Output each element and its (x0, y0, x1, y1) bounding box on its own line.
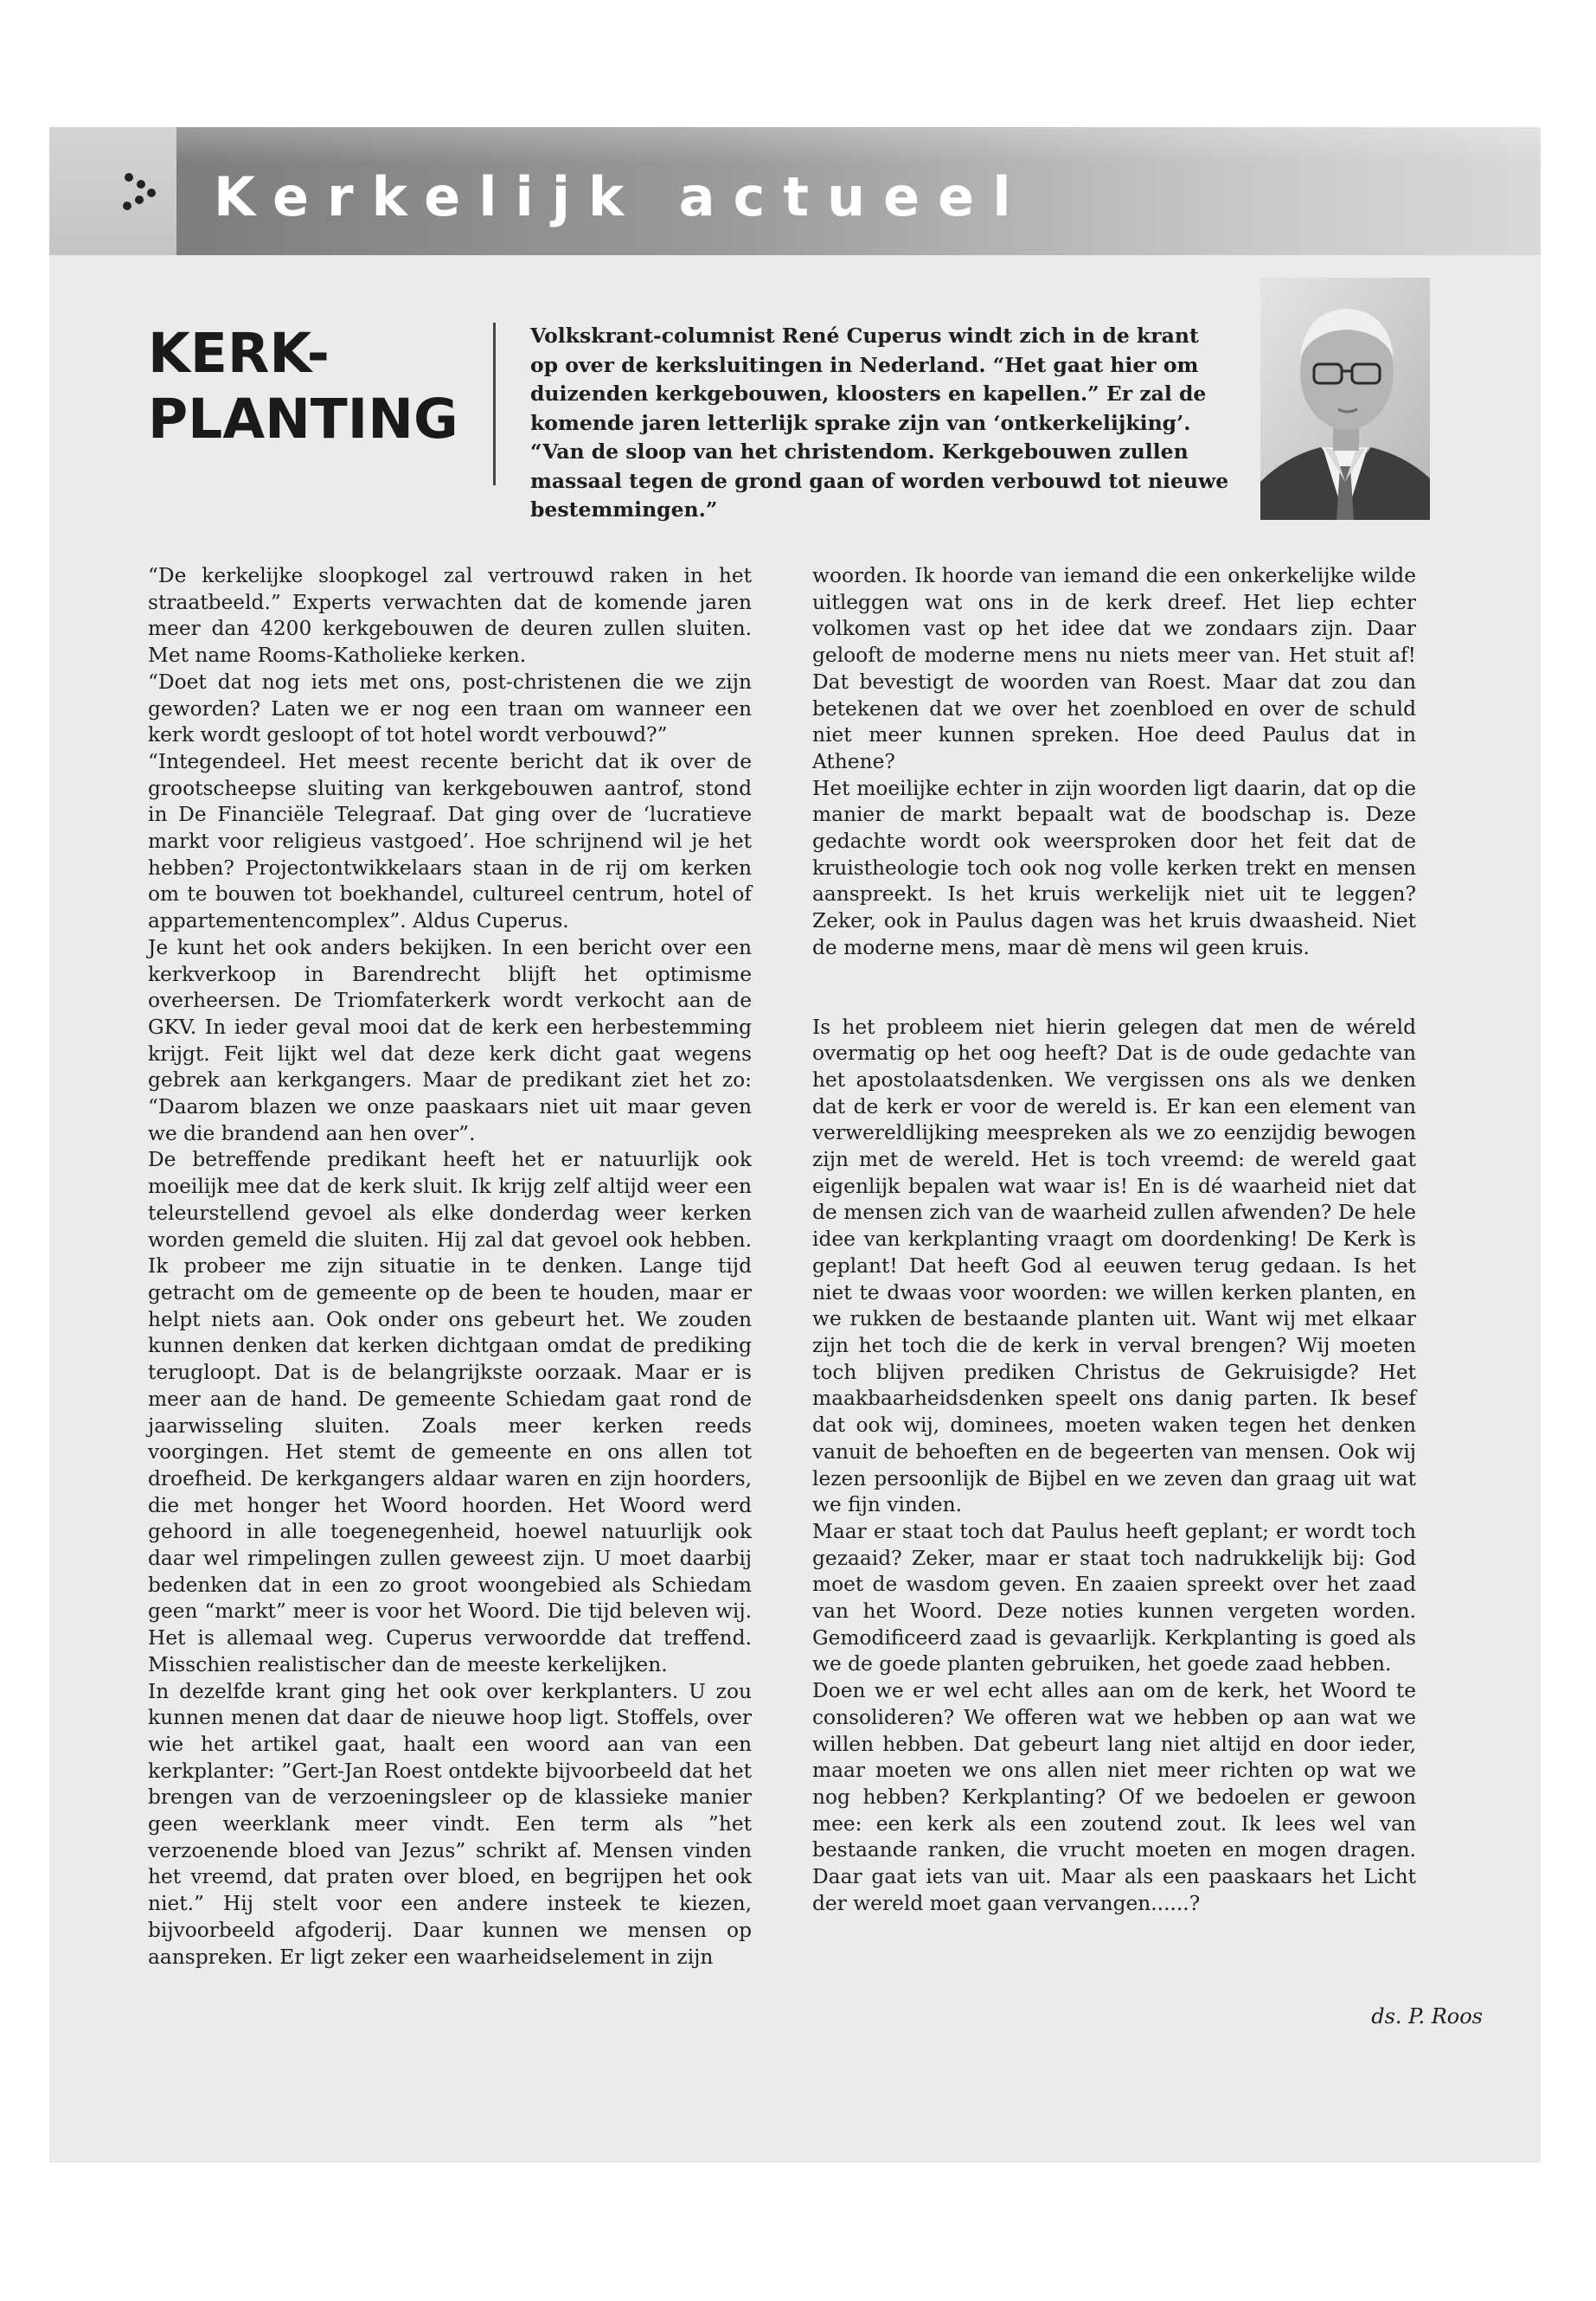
article-page (49, 127, 1541, 2163)
header-band (49, 127, 1541, 255)
author-portrait (1260, 278, 1430, 520)
paragraph: Is het probleem niet hierin gelegen dat men de wéreld overmatig op het oog heeft? Dat is de oude gedachte van het apostolaatsdenken. We vergissen ons als we denken dat de kerk er voor de wereld is. Er kan een element van verwereldlijking meespreken als we zo eenzijdig bewogen zijn met de wereld. Het is toch vreemd: de wereld gaat eigenlijk bepalen wat waar is! En is dé waarheid niet dat de mensen zich van de waarheid zullen afwenden? De hele idee van kerkplanting vraagt om doordenking! De Kerk ìs geplant! Dat heeft God al eeuwen terug gedaan. Is het niet te dwaas voor woorden: we willen kerken planten, en we rukken de bestaande planten uit. Want wij met elkaar zijn het toch die de kerk in verval brengen? Wij moeten toch blijven prediken Christus de Gekruisigde? Het maakbaarheidsdenken speelt ons danig parten. Ik besef dat ook wij, dominees, moeten waken tegen het denken vanuit de behoeften en de begeerten van mensen. Ook wij lezen persoonlijk de Bijbel en we zeven dan graag uit wat we fijn vinden. (812, 1015, 1416, 1517)
paragraph: In dezelfde krant ging het ook over kerkplanters. U zou kunnen menen dat daar de nieuwe hoop ligt. Stoffels, over wie het artikel gaat, haalt een woord aan van een kerkplanter: ”Gert-Jan Roest ontdekte bijvoorbeeld dat het brengen van de verzoeningsleer op de klassieke manier geen weerklank meer vindt. Een term als ”het verzoenende bloed van Jezus” schrikt af. Mensen vinden het vreemd, dat praten over bloed, en begrijpen het ook niet.” Hij stelt voor een andere insteek te kiezen, bijvoorbeeld afgoderij. Daar kunnen we mensen op aanspreken. Er ligt zeker een waarheidselement in zijn (148, 1679, 752, 1969)
section-title: Kerkelijk actueel (214, 165, 1029, 228)
paragraph: De betreffende predikant heeft het er natuurlijk ook moeilijk mee dat de kerk sluit. Ik krijg zelf altijd weer een teleurstellend gevoel als elke donderdag weer kerken worden gemeld die sluiten. Hij zal dat gevoel ook hebben. Ik probeer me zijn situatie in te denken. Lange tijd getracht om de gemeente op de been te houden, maar er helpt niets aan. Ook onder ons gebeurt het. We zouden kunnen denken dat kerken dichtgaan omdat de prediking terugloopt. Dat is de belangrijkste oorzaak. Maar er is meer aan de hand. De gemeente Schiedam gaat rond de jaarwisseling sluiten. Zoals meer kerken reeds voorgingen. Het stemt de gemeente en ons allen tot droefheid. De kerkgangers aldaar waren en zijn hoorders, die met honger het Woord hoorden. Het Woord werd gehoord in alle toegenegenheid, hoewel natuurlijk ook daar wel rimpelingen zullen geweest zijn. U moet daarbij bedenken dat in een zo groot woongebied als Schiedam geen “markt” meer is voor het Woord. Die tijd beleven wij. Het is allemaal weg. Cuperus verwoordde dat treffend. Misschien realistischer dan de meeste kerkelijken. (148, 1148, 752, 1676)
author-signature: ds. P. Roos (1371, 2004, 1483, 2029)
lead-divider (493, 323, 496, 485)
paragraph: “Doet dat nog iets met ons, post-christenen die we zijn geworden? Laten we er nog een traan om wanneer een kerk wordt gesloopt of tot hotel wordt verbouwd?” (148, 670, 752, 747)
dots-arrow-icon (117, 165, 169, 217)
paragraph: Doen we er wel echt alles aan om de kerk, het Woord te consolideren? We offeren wat we hebben op aan wat we willen hebben. Dat gebeurt lang niet altijd en door ieder, maar moeten we ons allen niet meer richten op wat we nog hebben? Kerkplanting? Of we bedoelen er gewoon mee: een kerk als een zoutend zout. Ik lees wel van bestaande ranken, die vrucht moeten en mogen dragen. Daar gaat iets van uit. Maar als een paaskaars het Licht der wereld moet gaan vervangen......? (812, 1679, 1416, 1915)
paragraph: “De kerkelijke sloopkogel zal vertrouwd raken in het straatbeeld.” Experts verwachten dat de komende jaren meer dan 4200 kerkgebouwen de deuren zullen sluiten. Met name Rooms-Katholieke kerken. (148, 564, 752, 668)
headline-line-2: PLANTING (148, 388, 458, 451)
headline-line-1: KERK- (148, 322, 330, 385)
paragraph: Maar er staat toch dat Paulus heeft geplant; er wordt toch gezaaid? Zeker, maar er staat toch nadrukkelijk bij: God moet de wasdom geven. En zaaien spreekt over het zaad van het Woord. Deze noties kunnen vergeten worden. Gemodificeerd zaad is gevaarlijk. Kerkplanting is goed als we de goede planten gebruiken, het goede zaad hebben. (812, 1519, 1416, 1676)
article-column-right (812, 563, 1416, 1917)
article-headline (148, 321, 494, 452)
paragraph: “Integendeel. Het meest recente bericht dat ik over de grootscheepse sluiting van kerkgebouwen aantrof, stond in De Financiële Telegraaf. Dat ging over de ‘lucratieve markt voor religieus vastgoed’. Hoe schrijnend wil je het hebben? Projectontwikkelaars staan in de rij om kerken om te bouwen tot boekhandel, cultureel centrum, hotel of appartementencomplex”. Aldus Cuperus. (148, 749, 752, 933)
paragraph: Je kunt het ook anders bekijken. In een bericht over een kerkverkoop in Barendrecht blijft het optimisme overheersen. De Triomfaterkerk wordt verkocht aan de GKV. In ieder geval mooi dat de kerk een herbestemming krijgt. Feit lijkt wel dat deze kerk dicht gaat wegens gebrek aan kerkgangers. Maar de predikant ziet het zo: “Daarom blazen we onze paaskaars niet uit maar geven we die brandend aan hen over”. (148, 935, 752, 1145)
paragraph: Het moeilijke echter in zijn woorden ligt daarin, dat op die manier de markt bepaalt wat de boodschap is. Deze gedachte wordt ook weersproken door het feit dat de kruistheologie toch ook nog volle kerken trekt en mensen aanspreekt. Is het kruis werkelijk niet uit te leggen? Zeker, ook in Paulus dagen was het kruis dwaasheid. Niet de moderne mens, maar dè mens wil geen kruis. (812, 776, 1416, 959)
paragraph: woorden. Ik hoorde van iemand die een onkerkelijke wilde uitleggen wat ons in de kerk dreef. Het liep echter volkomen vast op het idee dat we zondaars zijn. Daar gelooft de moderne mens nu niets meer van. Het stuit af! Dat bevestigt de woorden van Roest. Maar dat zou dan betekenen dat we over het zoenbloed en over de schuld niet meer kunnen spreken. Hoe deed Paulus dat in Athene? (812, 564, 1416, 773)
article-column-left (148, 563, 752, 1971)
article-lead: Volkskrant-columnist René Cuperus windt zich in de krant op over de kerksluitingen in Nederland. “Het gaat hier om duizenden kerkgebouwen, kloosters en kapellen.” Er zal de komende jaren letterlijk sprake zijn van ‘ontkerkelijking’. “Van de sloop van het christendom. Kerkgebouwen zullen massaal tegen de grond gaan of worden verbouwd tot nieuwe bestemmingen.” (530, 324, 1229, 522)
